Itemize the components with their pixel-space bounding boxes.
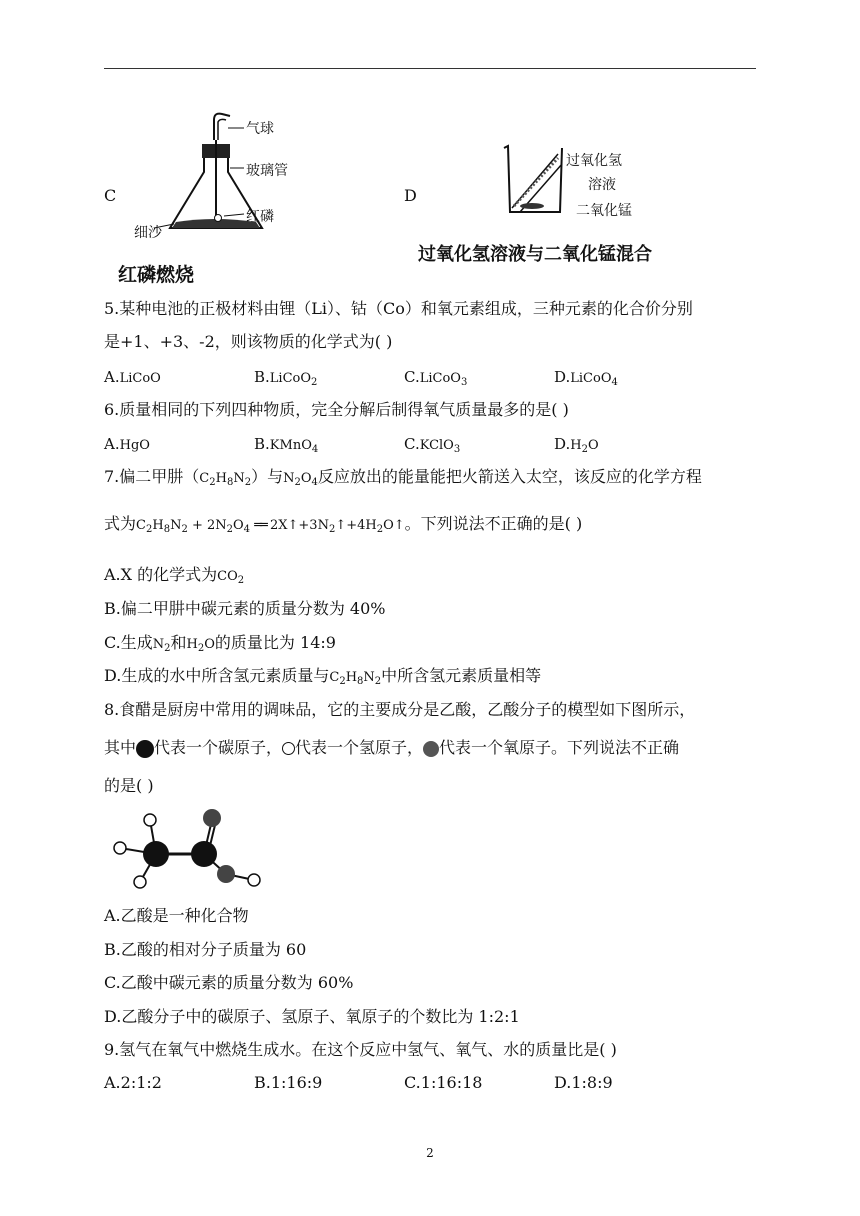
label-manganese-dioxide: 二氧化锰	[576, 202, 632, 218]
label-balloon: 气球	[246, 120, 274, 136]
label-solution: 溶液	[588, 176, 616, 192]
q6-option-b: B.KMnO$_4$	[254, 435, 319, 455]
q6-option-c: C.KClO$_3$	[404, 435, 461, 455]
label-hydrogen-peroxide: 过氧化氢	[566, 152, 622, 168]
q6-option-a: A.HgO	[104, 435, 150, 453]
q8-option-d: D.乙酸分子中的碳原子、氢原子、氧原子的个数比为 1:2:1	[104, 1007, 520, 1026]
header-rule	[104, 68, 756, 69]
q7-stem-line2: 式为$C_2H_8N_2 + 2N_2O_4$ ══ $2X↑+3N_2↑+4H_2O↑$。下列说法不正确的是( )	[104, 514, 583, 535]
q7-stem-line1: 7.偏二甲肼$(C_2H_8N_2)$与$N_2O_4$反应放出的能量能把火箭送入太空，该反应的化学方程	[104, 467, 702, 488]
figure-d-letter: D	[404, 186, 417, 205]
carbon-atom-icon	[136, 740, 154, 758]
flask-apparatus-icon	[144, 110, 304, 250]
q5-stem-line1: 5.某种电池的正极材料由锂（Li）、钴（Co）和氧元素组成，三种元素的化合价分别	[104, 299, 693, 318]
q7-option-b: B.偏二甲肼中碳元素的质量分数为 40%	[104, 599, 386, 618]
q7-option-a: A.X 的化学式为$CO_2$	[104, 565, 245, 586]
figure-c-caption: 红磷燃烧	[118, 264, 195, 286]
q9-option-b: B.1:16:9	[254, 1073, 323, 1092]
acetic-acid-molecule-icon	[108, 806, 268, 891]
q8-stem-line1: 8.食醋是厨房中常用的调味品，它的主要成分是乙酸，乙酸分子的模型如下图所示，	[104, 700, 696, 719]
figure-c-letter: C	[104, 186, 117, 205]
q9-option-c: C.1:16:18	[404, 1073, 483, 1092]
q5-option-d: D.LiCoO$_4$	[554, 368, 618, 388]
figure-c	[104, 110, 304, 285]
q5-stem-line2: 是+1、+3、-2，则该物质的化学式为( )	[104, 332, 393, 351]
q9-option-d: D.1:8:9	[554, 1073, 613, 1092]
q6-stem: 6.质量相同的下列四种物质，完全分解后制得氧气质量最多的是( )	[104, 400, 569, 419]
q8-option-a: A.乙酸是一种化合物	[104, 906, 249, 925]
q8-option-c: C.乙酸中碳元素的质量分数为 60%	[104, 973, 354, 992]
beaker-icon	[500, 140, 570, 220]
figure-d-caption: 过氧化氢溶液与二氧化锰混合	[418, 244, 652, 265]
hydrogen-atom-icon	[282, 742, 295, 755]
q5-option-b: B.LiCoO$_2$	[254, 368, 318, 388]
q5-option-c: C.LiCoO$_3$	[404, 368, 468, 388]
q9-option-a: A.2:1:2	[104, 1073, 162, 1092]
label-glass-tube: 玻璃管	[246, 162, 288, 178]
q8-stem-line2: 其中 代表一个碳原子， 代表一个氢原子， 代表一个氧原子。下列说法不正确	[104, 738, 680, 757]
q7-option-c: C.生成$N_2$和$H_2O$的质量比为 14:9	[104, 633, 336, 654]
q8-stem-line3: 的是( )	[104, 776, 154, 795]
oxygen-atom-icon	[423, 741, 439, 757]
page-number: 2	[426, 1146, 434, 1160]
figure-d	[404, 140, 724, 270]
q8-option-b: B.乙酸的相对分子质量为 60	[104, 940, 307, 959]
q6-option-d: $D.H_2O$	[554, 435, 599, 455]
q9-stem: 9.氢气在氧气中燃烧生成水。在这个反应中氢气、氧气、水的质量比是( )	[104, 1040, 617, 1059]
label-fine-sand: 细沙	[134, 224, 162, 240]
label-red-phosphorus: 红磷	[246, 208, 274, 224]
q5-option-a: A.LiCoO	[104, 368, 161, 386]
q7-option-d: D.生成的水中所含氢元素质量与$C_2H_8N_2$中所含氢元素质量相等	[104, 666, 542, 687]
